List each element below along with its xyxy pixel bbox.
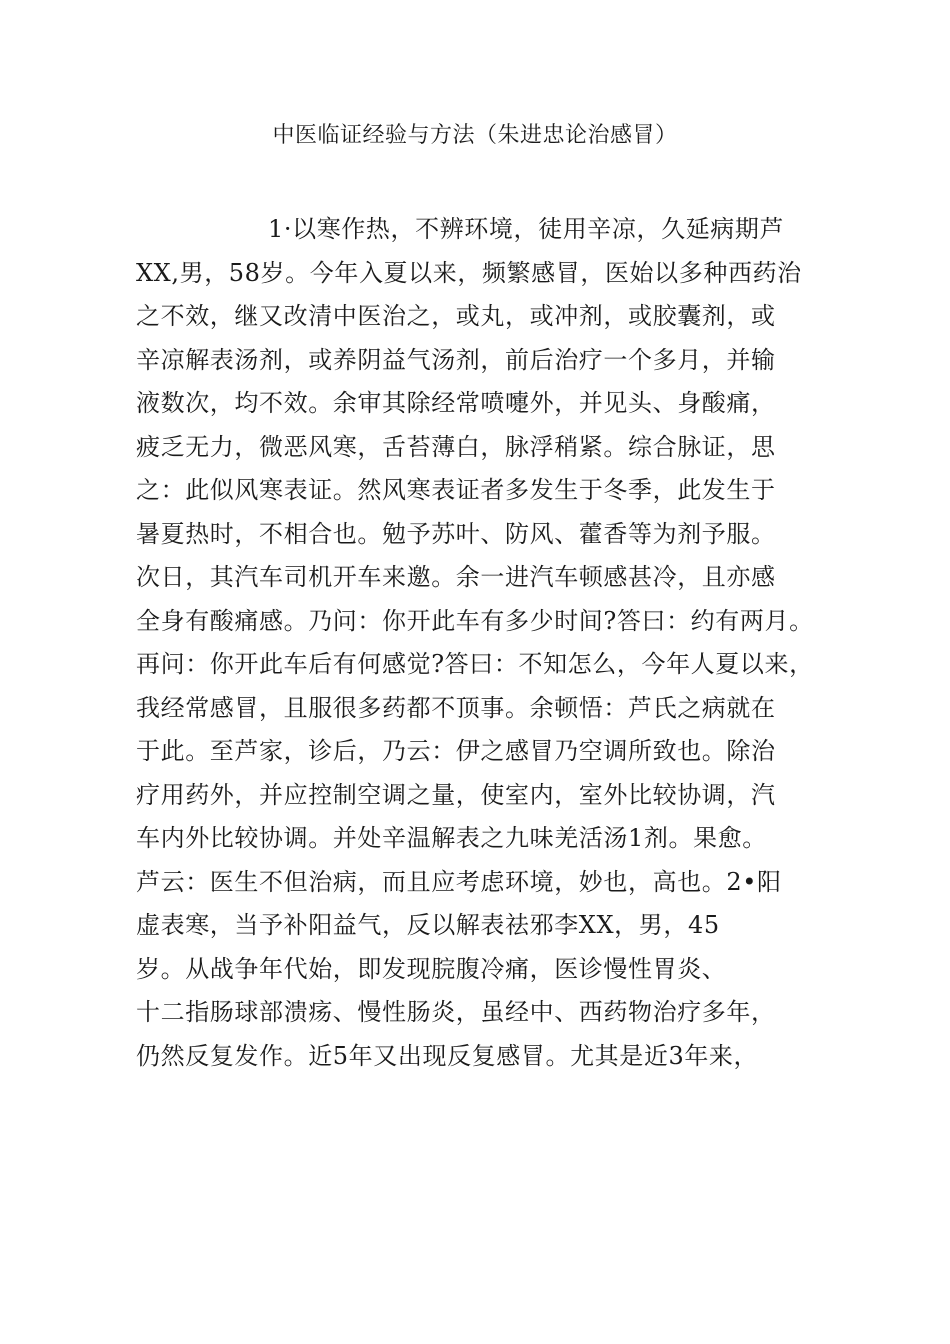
text-line: 之：此似风寒表证。然风寒表证者多发生于冬季，此发生于 (136, 476, 776, 504)
text-line: 虚表寒，当予补阳益气，反以解表祛邪李XX，男，45 (136, 911, 720, 939)
text-line: 车内外比较协调。并处辛温解表之九味羌活汤1剂。果愈。 (136, 824, 767, 852)
text-line: 次日，其汽车司机开车来邀。余一进汽车顿感甚冷，且亦感 (136, 563, 776, 591)
text-line: 疗用药外，并应控制空调之量，使室内，室外比较协调，汽 (136, 780, 776, 809)
text-line: 疲乏无力，微恶风寒，舌苔薄白，脉浮稍紧。综合脉证，思 (136, 432, 776, 461)
text-line: 于此。至芦家，诊后，乃云：伊之感冒乃空调所致也。除治 (136, 737, 776, 765)
text-line: 再问：你开此车后有何感觉?答曰：不知怎么，今年人夏以来， (136, 650, 814, 678)
text-line: 暑夏热时，不相合也。勉予苏叶、防风、藿香等为剂予服。 (136, 519, 776, 548)
text-line: 之不效，继又改清中医治之，或丸，或冲剂，或胶囊剂，或 (136, 302, 776, 330)
text-line: 岁。从战争年代始，即发现脘腹冷痛，医诊慢性胃炎、 (136, 954, 727, 983)
text-line: XX,男，58岁。今年入夏以来，频繁感冒，医始以多种西药治 (136, 258, 802, 287)
document-body (136, 208, 846, 1078)
text-line: 全身有酸痛感。乃问：你开此车有多少时间?答曰：约有两月。 (136, 606, 814, 635)
text-line: 仍然反复发作。近5年又出现反复感冒。尤其是近3年来， (136, 1041, 759, 1070)
text-line: 芦云：医生不但治病，而且应考虑环境，妙也，高也。2•阳 (136, 867, 782, 896)
text-line: 液数次，均不效。余审其除经常喷嚏外，并见头、身酸痛， (136, 389, 776, 417)
text-line: 辛凉解表汤剂，或养阴益气汤剂，前后治疗一个多月，并输 (136, 345, 776, 374)
text-line: 1·以寒作热，不辨环境，徒用辛凉，久延病期芦 (268, 215, 785, 243)
text-line: 十二指肠球部溃疡、慢性肠炎，虽经中、西药物治疗多年， (136, 998, 776, 1026)
text-line: 我经常感冒，且服很多药都不顶事。余顿悟：芦氏之病就在 (136, 693, 776, 722)
document-title: 中医临证经验与方法（朱进忠论治感冒） (272, 123, 678, 148)
